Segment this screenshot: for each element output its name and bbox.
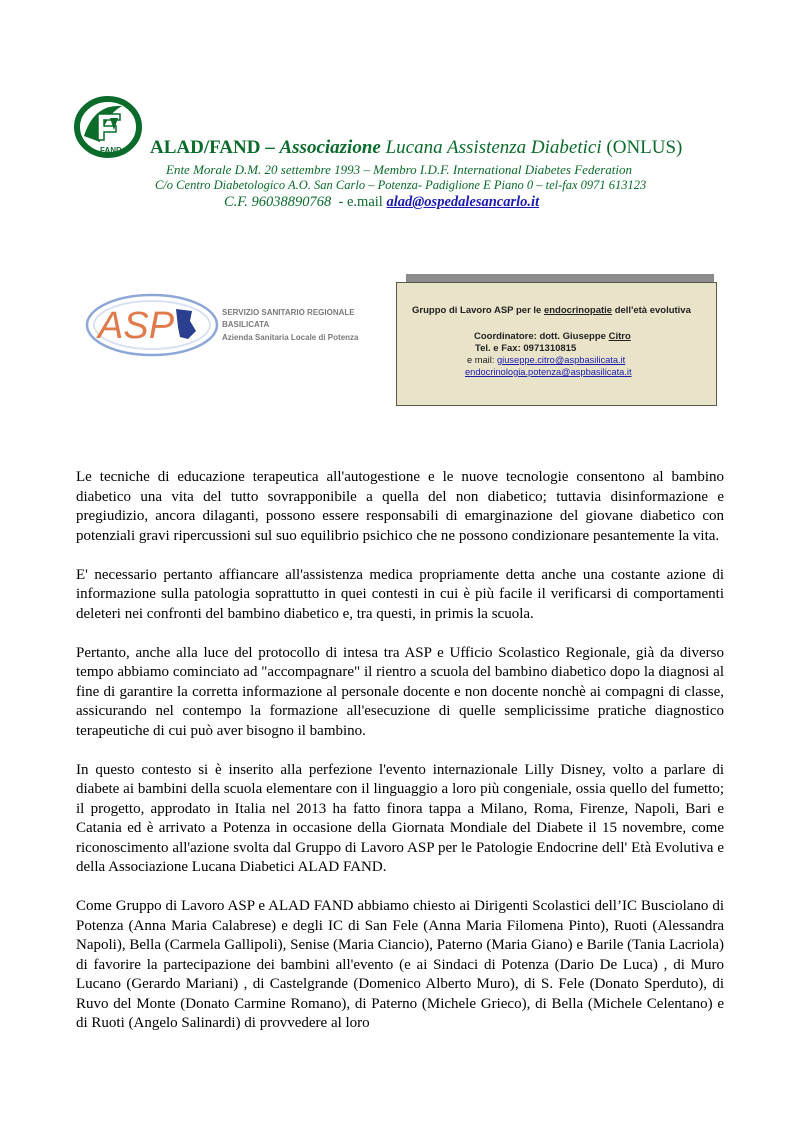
box-coordinator-label: Coordinatore: dott. Giuseppe [474,331,609,342]
box-coordinator [474,331,631,342]
working-group-info-box [396,282,717,406]
asp-region-text: BASILICATA [222,320,270,329]
letter-body [76,468,724,1053]
asp-azienda-text: Azienda Sanitaria Locale di Potenza [222,333,359,342]
paragraph-1: Le tecniche di educazione terapeutica all'autogestione e le nuove tecnologie consentono al bambino diabetico una vita del tutto sovrapponibile a quella del non diabetico; tuttavia disinformazione e pregiudizio, ancora dilaganti, possono essere responsabili di emarginazione del giovane diabetico con potenziali gravi ripercussioni sul suo equilibrio psichico che ne possono condizionare pesantemente la vita. [76,469,724,544]
title-associazione: Associazione [279,137,381,158]
box-title-part-end: dell'età evolutiva [612,305,691,316]
box-group-title [412,305,691,316]
asp-logo-text: ASP [98,305,175,347]
asp-servizio-text: SERVIZIO SANITARIO REGIONALE [222,308,355,317]
letterhead-cf: C.F. 96038890768 [224,194,332,210]
association-title [150,137,682,159]
box-coordinator-surname: Citro [608,331,631,342]
box-title-part: Gruppo di Lavoro ASP per le [412,305,544,316]
paragraph-4: In questo contesto si è inserito alla perfezione l'evento internazionale Lilly Disney, volto a parlare di diabete ai bambini della scuola elementare con il linguaggio a loro più congeniale, ossia quello del fumetto; il progetto, approdato in Italia nel 2013 ha fatto finora tappa a Milano, Roma, Firenze, Napoli, Bari e Catania ed è arrivato a Potenza in occasione della Giornata Mondiale del Diabete il 15 novembre, come riconoscimento all'azione svolta dal Gruppo di Lavoro ASP per le Patologie Endocrine dell' Età Evolutiva e della Associazione Lucana Diabetici ALAD FAND. [76,761,724,875]
letterhead-email-link[interactable]: alad@ospedalesancarlo.it [386,194,540,210]
paragraph-3: Pertanto, anche alla luce del protocollo di intesa tra ASP e Ufficio Scolastico Regionale, già da diverso tempo abbiamo cominciato ad "accompagnare" il rientro a scuola del bambino diabetico dopo la diagnosi al fine di garantire la corretta informazione al personale docente e non docente nonchè ai compagni di classe, assicurando nel contempo la formazione all'esecuzione di quelle semplicissime pratiche diagnostico terapeutiche di cui può aver bisogno il bambino. [76,644,724,739]
asp-logo-icon [84,291,220,359]
title-onlus: (ONLUS) [606,137,683,158]
box-email-link-2[interactable]: endocrinologia.potenza@aspbasilicata.it [465,367,632,377]
box-phone: Tel. e Fax: 0971310815 [475,343,577,354]
letterhead-address-line: C/o Centro Diabetologico A.O. San Carlo – Potenza- Padiglione E Piano 0 – tel-fax 0971 613123 [155,178,647,192]
box-email-line [467,355,625,365]
title-name: Lucana Assistenza Diabetici [380,137,607,158]
letterhead-cf-line [224,194,539,211]
paragraph-5: Come Gruppo di Lavoro ASP e ALAD FAND abbiamo chiesto ai Dirigenti Scolastici dell’IC Busciolano di Potenza (Anna Maria Calabrese) e degli IC di San Fele (Anna Maria Filomena Pinto), Ruoti (Alessandra Napoli), Bella (Carmela Gallipoli), Senise (Maria Ciancio), Paterno (Maria Giano) e Barile (Tania Lacriola) di favorire la partecipazione dei bambini all'evento (e ai Sindaci di Potenza (Dario De Luca) , di Muro Lucano (Gerardo Mariani) , di Castelgrande (Domenico Alberto Muro), di S. Fele (Donato Sperduto), di Ruvo del Monte (Donato Carmine Romano), di Paterno (Michele Grieco), di Bella (Michele Celentano) e di Ruoti (Angelo Salinardi) di provvedere al loro [76,898,724,1031]
title-acronym: ALAD/FAND – [150,137,280,158]
alad-fand-logo-icon [74,96,148,158]
letterhead-email-label: - e.mail [331,194,387,210]
letterhead-ente-line: Ente Morale D.M. 20 settembre 1993 – Membro I.D.F. International Diabetes Federation [166,162,632,177]
box-email-label: e mail: [467,355,497,365]
box-email-line-2 [465,367,632,377]
box-email-link-1[interactable]: giuseppe.citro@aspbasilicata.it [496,355,626,365]
paragraph-2: E' necessario pertanto affiancare all'assistenza medica propriamente detta anche una costante azione di informazione sulla patologia soprattutto in quei contesti in cui è più facile il verificarsi di comportamenti deleteri nei confronti del bambino diabetico e, tra questi, in primis la scuola. [76,566,724,622]
logo-fand-text: FAND [100,146,122,155]
box-title-underlined: endocrinopatie [543,305,613,316]
